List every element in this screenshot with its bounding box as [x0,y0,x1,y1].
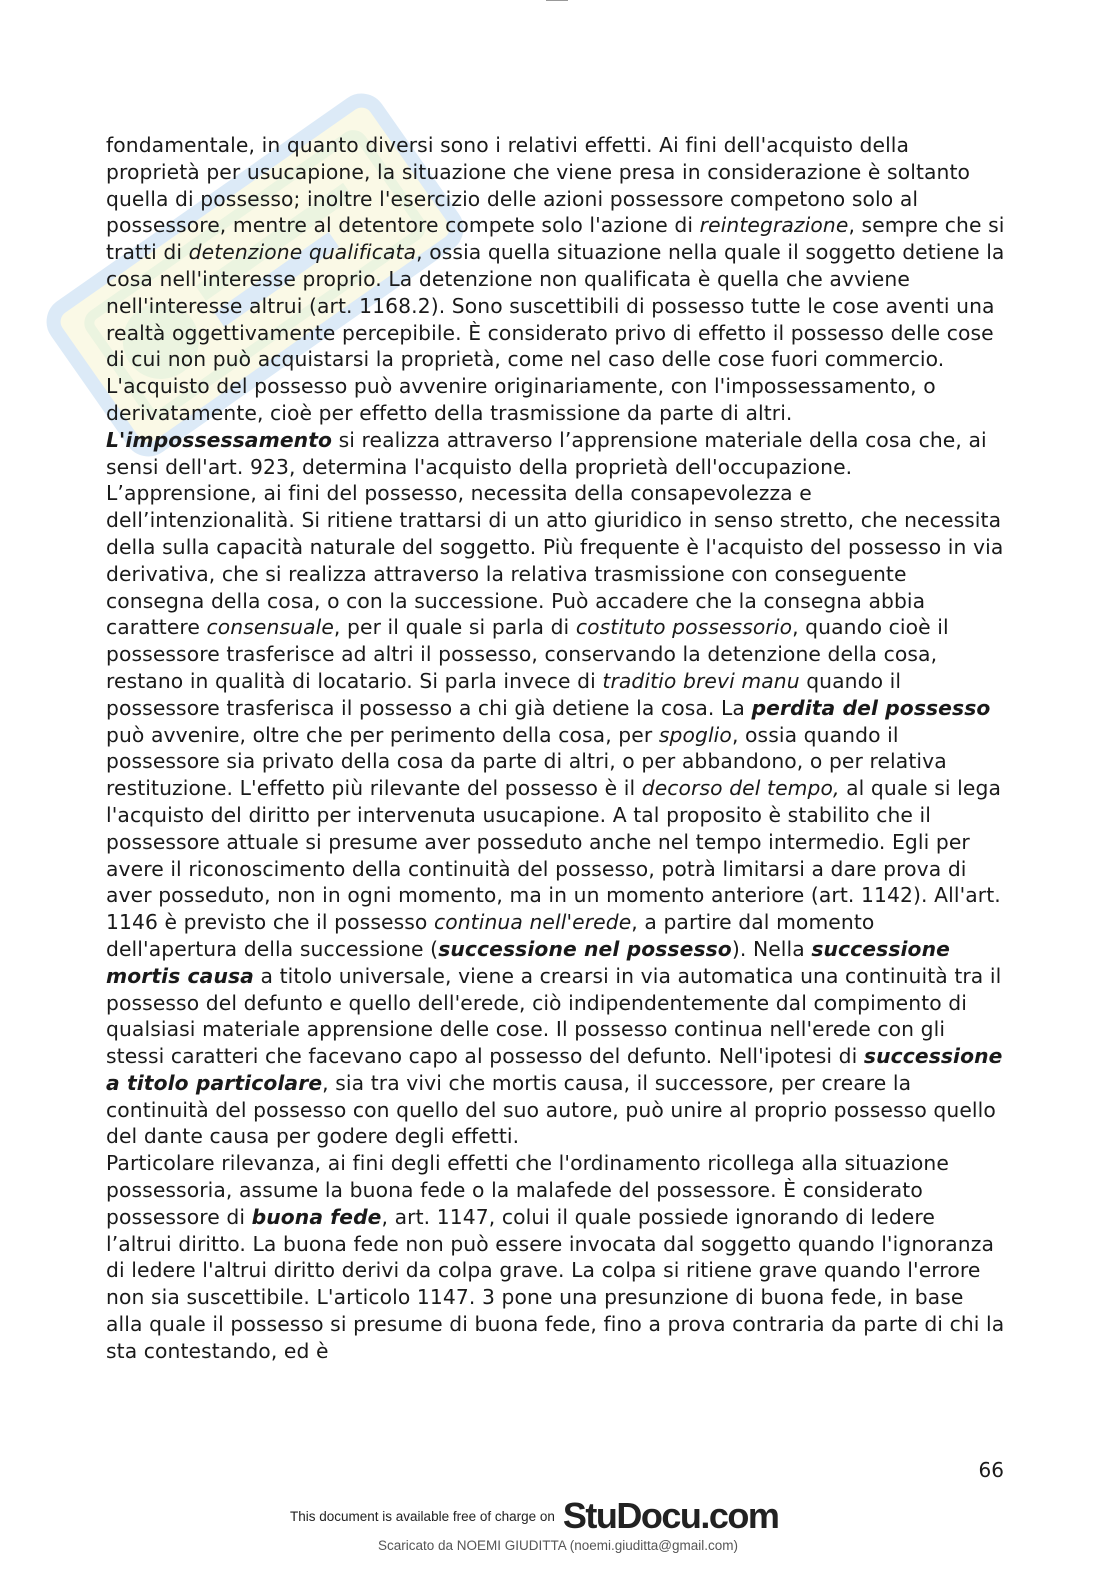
text-run: , ossia quando il possessore sia privato della cosa da parte di altri, o per abbandono, o per relativa restituzione. L'effetto più rilevante del possesso è il [106,722,947,801]
body-paragraph [106,1150,1006,1364]
italic-term: costituto possessorio [575,615,793,640]
studocu-logo[interactable]: StuDocu.com [562,1495,779,1536]
text-run: a titolo universale, viene a crearsi in via automatica una continuità tra il possesso del defunto e quello dell'erede, ciò indipendentemente dal compimento di qualsiasi materiale apprensione delle cose. Il possesso continua nell'erede con gli stessi caratteri che facevano capo al possesso del defunto. Nell'ipotesi di [106,963,1002,1069]
italic-term: traditio brevi manu [602,668,800,693]
download-credit: Scaricato da NOEMI GIUDITTA (noemi.giuditta@gmail.com) [377,1538,739,1553]
emphasis-term: successione a titolo particolare [106,1044,1003,1095]
text-run: , per il quale si parla di [333,615,576,640]
page-number: 66 [978,1458,1004,1482]
text-run: , quando cioè il possessore trasferisce ad altri il possesso, conservando la detenzione della cosa, restano in qualità di locatario. Si parla invece di [106,615,949,693]
body-paragraph [106,132,1006,1150]
page-top-mark [546,0,568,3]
italic-term: continua nell'erede [433,910,632,935]
footer-availability [290,1496,778,1536]
text-run: , a partire dal momento dell'apertura della successione ( [106,910,875,961]
emphasis-term: L'impossessamento [106,427,333,452]
text-run: si realizza attraverso l’apprensione materiale della cosa che, ai sensi dell'art. 923, determina l'acquisto della proprietà dell'occupazione. L’apprensione, ai fini del possesso, necessita della consapevolezza e dell’intenzionalità. Si ritiene trattarsi di un atto giuridico in senso stretto, che necessita della sulla capacità naturale del soggetto. Più frequente è l'acquisto del possesso in via derivativa, che si realizza attraverso la relativa trasmissione con conseguente consegna della cosa, o con la successione. Può accadere che la consegna abbia carattere [106,427,1004,640]
italic-term: detenzione qualificata [188,240,417,265]
italic-term: consensuale [206,615,334,640]
document-body [106,132,1006,1365]
text-run: , art. 1147, colui il quale possiede ignorando di ledere l’altrui diritto. La buona fede non può essere invocata dal soggetto quando l'ignoranza di ledere l'altrui diritto derivi da colpa grave. La colpa si ritiene grave quando l'errore non sia suscettibile. L'articolo 1147. 3 pone una presunzione di buona fede, in base alla quale il possesso si presume di buona fede, fino a prova contraria da parte di chi la sta contestando, ed è [106,1204,1005,1363]
text-run: fondamentale, in quanto diversi sono i relativi effetti. Ai fini dell'acquisto della proprietà per usucapione, la situazione che viene presa in considerazione è soltanto quella di possesso; inoltre l'esercizio delle azioni possessore competono solo al possessore, mentre al detentore compete solo l'azione di [106,133,971,238]
footer-availability-text: This document is available free of charge on [290,1508,555,1524]
italic-term: spoglio [658,722,732,747]
emphasis-term: buona fede [251,1204,382,1229]
italic-term: decorso del tempo, [641,776,840,801]
text-run: , sempre che si tratti di [106,213,1005,265]
emphasis-term: perdita del possesso [751,695,991,720]
emphasis-term: successione nel possesso [438,936,732,961]
text-run: , ossia quella situazione nella quale il soggetto detiene la cosa nell'interesse proprio. La detenzione non qualificata è quella che avviene nell'interesse altrui (art. 1168.2). Sono suscettibili di possesso tutte le cose aventi una realtà oggettivamente percepibile. È considerato privo di effetto il possesso delle cose di cui non può acquistarsi la proprietà, come nel caso delle cose fuori commercio. L'acquisto del possesso può avvenire originariamente, con l'impossessamento, o derivatamente, cioè per effetto della trasmissione da parte di altri. [106,240,1005,425]
text-run: ). Nella [731,936,812,961]
text-run: , sia tra vivi che mortis causa, il successore, per creare la continuità del possesso con quello del suo autore, può unire al proprio possesso quello del dante causa per godere degli effetti. [106,1070,996,1149]
text-run: al quale si lega l'acquisto del diritto per intervenuta usucapione. A tal proposito è stabilito che il possessore attuale si presume aver posseduto anche nel tempo intermedio. Egli per avere il riconoscimento della continuità del possesso, potrà limitarsi a dare prova di aver posseduto, non in ogni momento, ma in un momento anteriore (art. 1142). All'art. 1146 è previsto che il possesso [106,776,1001,935]
italic-term: reintegrazione [699,213,849,238]
text-run: può avvenire, oltre che per perimento della cosa, per [106,722,659,747]
text-run: Particolare rilevanza, ai fini degli effetti che l'ordinamento ricollega alla situazione possessoria, assume la buona fede o la malafede del possessore. È considerato possessore di [106,1151,949,1229]
emphasis-term: successione mortis causa [106,936,950,988]
text-run: quando il possessore trasferisca il possesso a chi già detiene la cosa. La [106,668,902,720]
